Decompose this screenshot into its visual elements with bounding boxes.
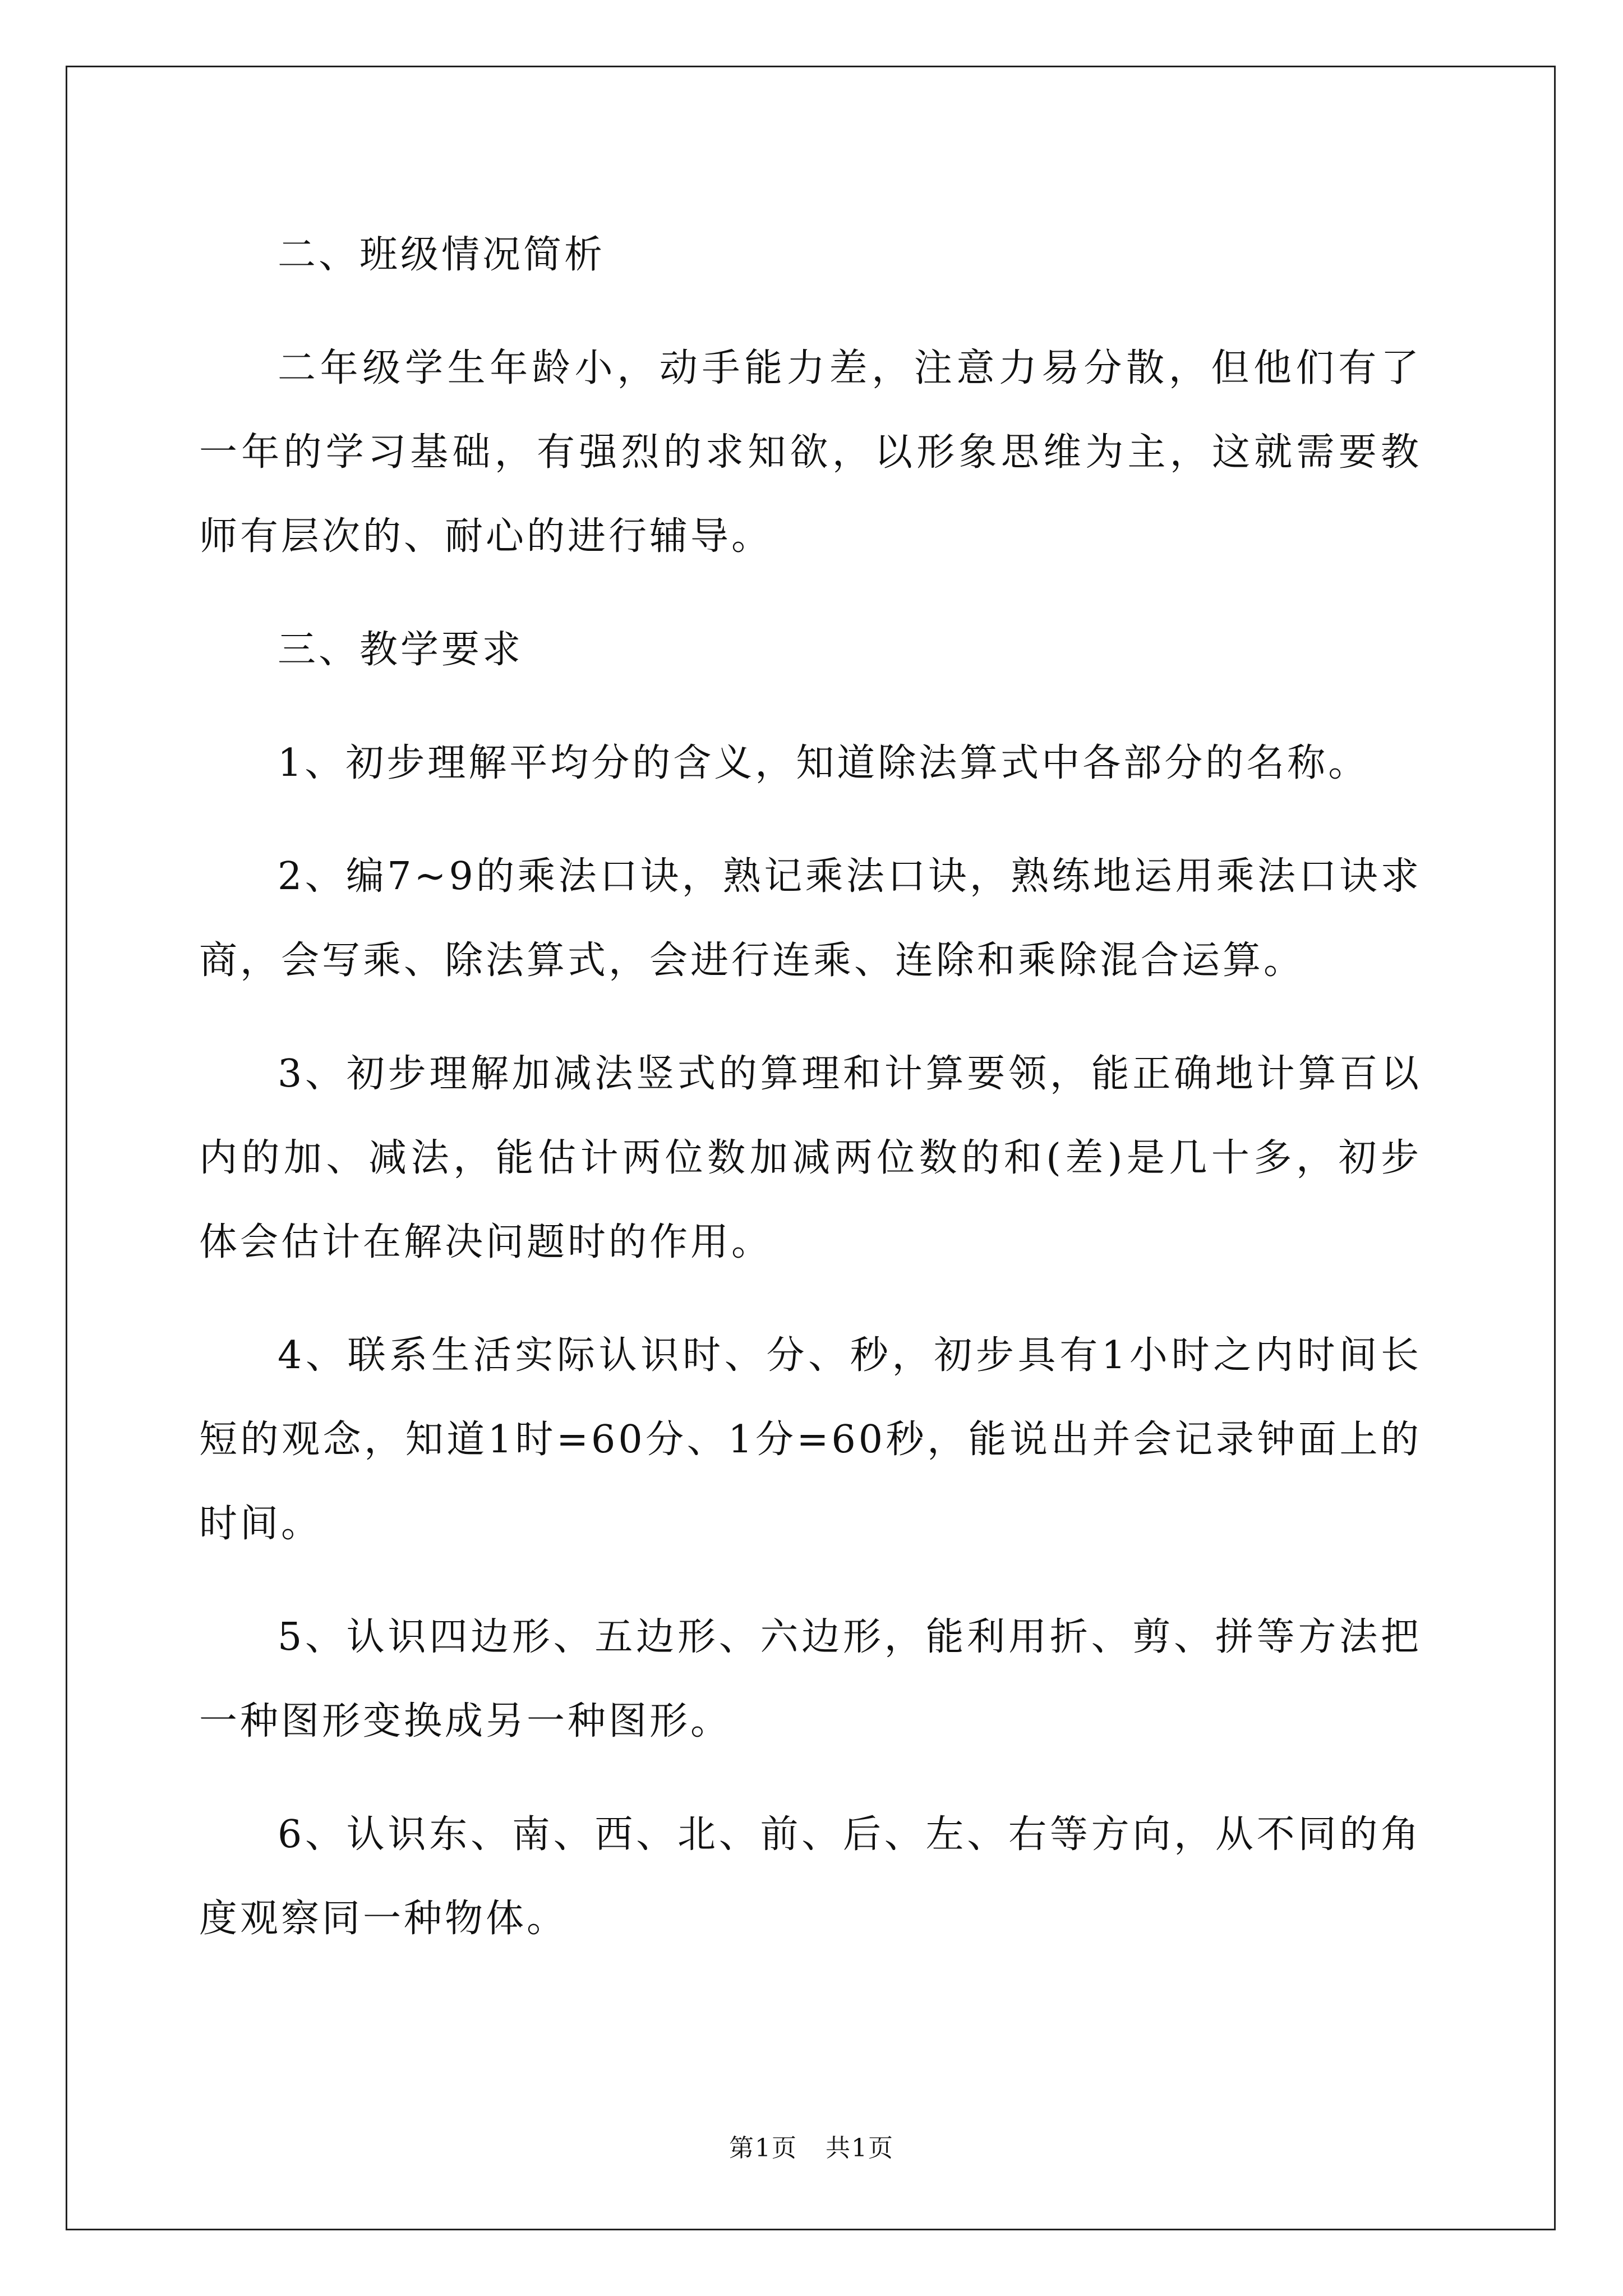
requirement-item-6: 6、认识东、南、西、北、前、后、左、右等方向，从不同的角度观察同一种物体。 — [199, 1812, 1422, 1941]
paragraph-class-analysis: 二年级学生年龄小，动手能力差，注意力易分散，但他们有了一年的学习基础，有强烈的求知欲，以形象思维为主，这就需要教师有层次的、耐心的进行辅导。 — [199, 346, 1422, 559]
requirement-item-1: 1、初步理解平均分的含义，知道除法算式中各部分的名称。 — [278, 741, 1370, 785]
requirement-item-2: 2、编7~9的乘法口诀，熟记乘法口诀，熟练地运用乘法口诀求商，会写乘、除法算式，会进行连乘、连除和乘除混合运算。 — [199, 854, 1422, 983]
page-total: 共1页 — [826, 2134, 894, 2162]
requirement-item-3: 3、初步理解加减法竖式的算理和计算要领，能正确地计算百以内的加、减法，能估计两位数加减两位数的和(差)是几十多，初步体会估计在解决问题时的作用。 — [199, 1052, 1422, 1264]
section-heading-teaching-requirements: 三、教学要求 — [278, 628, 524, 672]
section-heading-class-analysis: 二、班级情况简析 — [278, 233, 606, 277]
requirement-item-4: 4、联系生活实际认识时、分、秒，初步具有1小时之内时间长短的观念，知道1时=60分、1分=60秒，能说出并会记录钟面上的时间。 — [199, 1333, 1422, 1546]
page-footer — [0, 2132, 1623, 2165]
document-body — [199, 213, 1422, 1990]
requirement-item-5: 5、认识四边形、五边形、六边形，能利用折、剪、拼等方法把一种图形变换成另一种图形。 — [199, 1615, 1422, 1743]
page-number: 第1页 — [729, 2134, 797, 2162]
